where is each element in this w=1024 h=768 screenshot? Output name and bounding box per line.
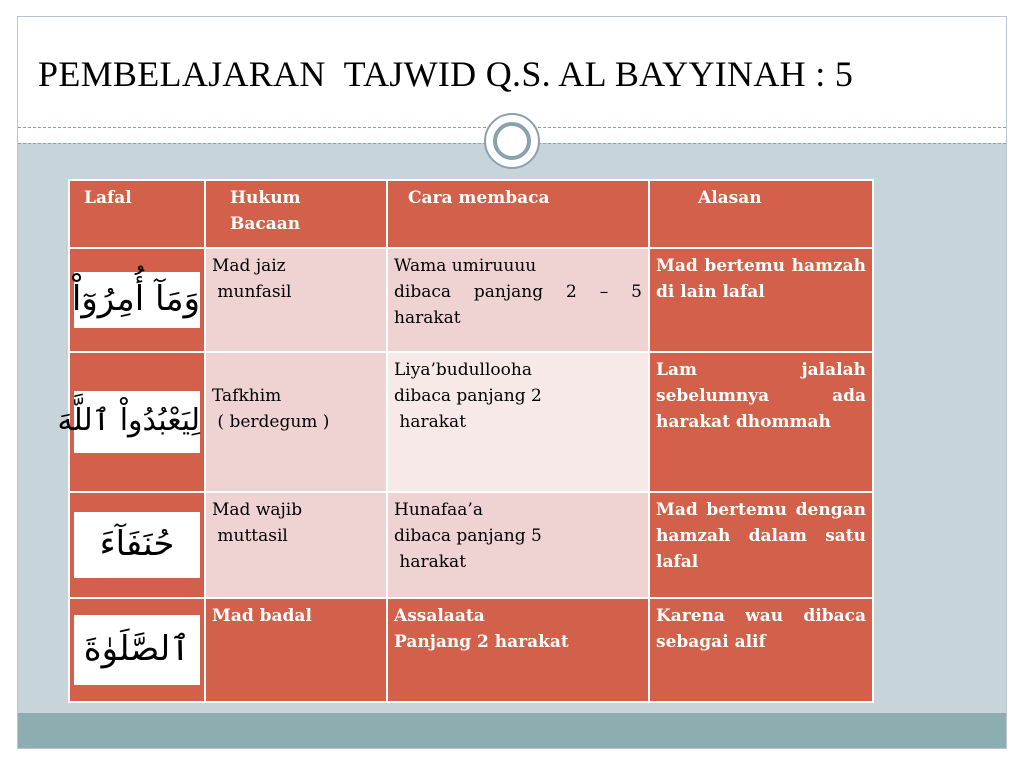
hukum-line: Tafkhim <box>212 386 282 406</box>
arabic-lafal: لِيَعْبُدُواْ ٱللَّهَ <box>74 391 200 453</box>
hukum-cell <box>205 598 387 702</box>
lafal-cell <box>69 598 205 702</box>
cara-cell <box>387 352 649 492</box>
footer-band <box>18 713 1006 748</box>
slide <box>17 16 1007 749</box>
alasan-cell: Lam jalalah sebelumnya ada harakat dhommah <box>649 352 873 492</box>
cara-cell <box>387 492 649 598</box>
cara-line: dibaca panjang 5 <box>394 526 542 546</box>
cara-line: dibaca panjang 2 <box>394 386 542 406</box>
hukum-cell <box>205 248 387 352</box>
cara-line: Wama umiruuuu <box>394 256 537 276</box>
cara-line: harakat <box>394 552 467 572</box>
alasan-cell: Karena wau dibaca sebagai alif <box>649 598 873 702</box>
arabic-lafal: ٱلصَّلَوٰةَ <box>74 615 200 685</box>
hukum-line: Mad badal <box>212 606 312 626</box>
cara-line: Assalaata <box>394 606 485 626</box>
hukum-line: Mad jaiz <box>212 256 286 276</box>
table-row <box>69 248 873 352</box>
hukum-cell <box>205 492 387 598</box>
circle-ornament-icon <box>484 113 540 169</box>
cara-line: Hunafaa’a <box>394 500 483 520</box>
lafal-cell <box>69 248 205 352</box>
header-alasan: Alasan <box>649 180 873 248</box>
slide-title: PEMBELAJARAN TAJWID Q.S. AL BAYYINAH : 5 <box>38 54 854 94</box>
arabic-lafal: وَمَآ أُمِرُوٓاْ <box>74 272 200 328</box>
hukum-line: muttasil <box>212 526 288 546</box>
table-header-row <box>69 180 873 248</box>
hukum-line: Mad wajib <box>212 500 303 520</box>
tajwid-table <box>57 179 874 703</box>
hukum-line: munfasil <box>212 282 292 302</box>
header-lafal: Lafal <box>69 180 205 248</box>
header-cara-membaca: Cara membaca <box>387 180 649 248</box>
cara-cell <box>387 598 649 702</box>
lafal-cell <box>69 492 205 598</box>
hukum-line: ( berdegum ) <box>212 412 330 432</box>
table-row <box>69 492 873 598</box>
alasan-cell: Mad bertemu dengan hamzah dalam satu lafal <box>649 492 873 598</box>
cara-line: Liya’budullooha <box>394 360 532 380</box>
table-row <box>69 598 873 702</box>
lafal-cell <box>57 352 205 492</box>
cara-line: dibaca panjang 2 – 5 <box>394 282 642 302</box>
cara-line: harakat <box>394 308 461 328</box>
cara-line: Panjang 2 harakat <box>394 632 569 652</box>
table-row <box>69 352 873 492</box>
arabic-lafal: حُنَفَآءَ <box>74 512 200 578</box>
hukum-cell <box>205 352 387 492</box>
header-hukum-bacaan: Hukum Bacaan <box>205 180 387 248</box>
alasan-cell: Mad bertemu hamzah di lain lafal <box>649 248 873 352</box>
cara-cell <box>387 248 649 352</box>
cara-line: harakat <box>394 412 467 432</box>
